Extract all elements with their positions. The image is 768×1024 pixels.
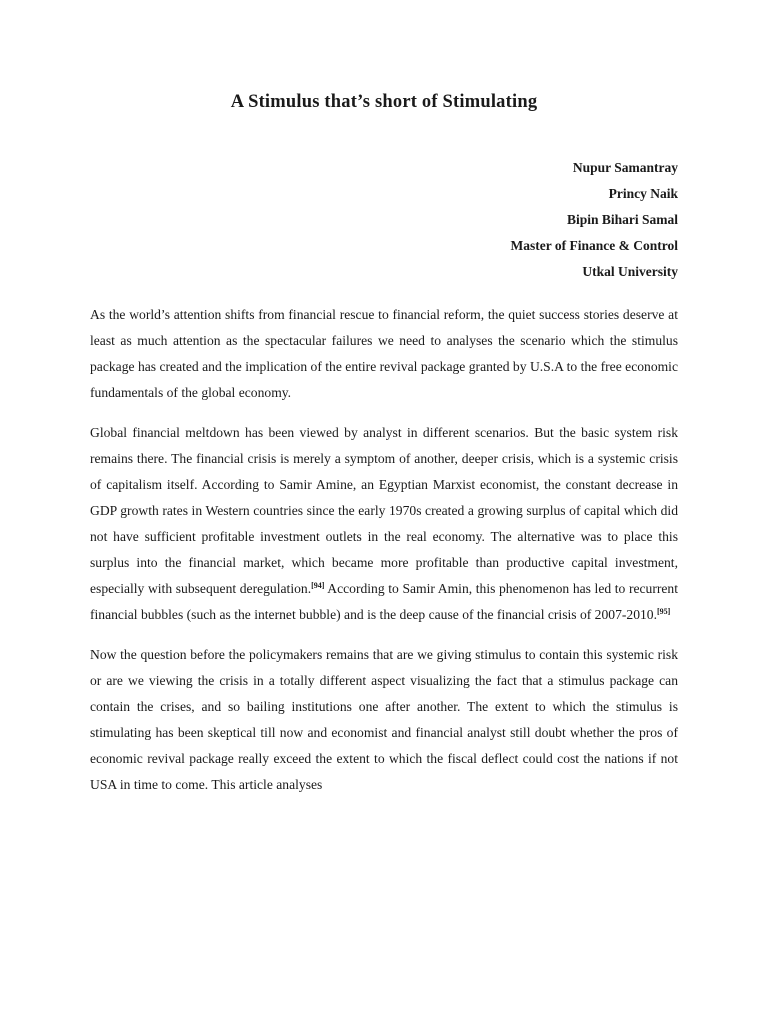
paragraph-text: According to Samir Amin, this phenomenon has led to recurrent financial bubbles (such as the internet bubble) and is the deep cause of the financial crisis of 2007-2010. (90, 581, 678, 622)
author-name: Bipin Bihari Samal (566, 212, 678, 227)
body-paragraph: As the world’s attention shifts from financial rescue to financial reform, the quiet success stories deserve at least as much attention as the spectacular failures we need to analyses the scenario which the stimulus package has created and the implication of the entire revival package granted by U.S.A to the free economic fundamentals of the global economy. (90, 307, 678, 400)
citation-reference: [95] (656, 607, 671, 616)
body-paragraph (90, 420, 678, 628)
citation-reference: [94] (311, 581, 325, 590)
paragraph-text: Global financial meltdown has been viewed by analyst in different scenarios. But the basic system risk remains there. The financial crisis is merely a symptom of another, deeper crisis, which is a systemic crisis of capitalism itself. According to Samir Amine, an Egyptian Marxist economist, the constant decrease in GDP growth rates in Western countries since the early 1970s created a growing surplus of capital which did not have sufficient profitable investment outlets in the real economy. The alternative was to place this surplus into the financial market, which became more profitable than productive capital investment, especially with subsequent deregulation. (90, 425, 678, 596)
author-name: Nupur Samantray (572, 160, 678, 175)
body-paragraph: Now the question before the policymakers remains that are we giving stimulus to contain this systemic risk or are we viewing the crisis in a totally different aspect visualizing the fact that a stimulus package can contain the crises, and so bailing institutions one after another. The extent to which the stimulus is stimulating has been skeptical till now and economist and financial analyst still doubt whether the pros of economic revival package really exceed the extent to which the fiscal deflect could cost the nations if not USA in time to come. This article analyses (90, 647, 678, 792)
author-affiliation-program: Master of Finance & Control (510, 238, 678, 253)
author-affiliation-university: Utkal University (582, 264, 678, 279)
author-block (90, 155, 678, 285)
document-title: A Stimulus that’s short of Stimulating (230, 92, 538, 112)
author-name: Princy Naik (608, 186, 678, 201)
